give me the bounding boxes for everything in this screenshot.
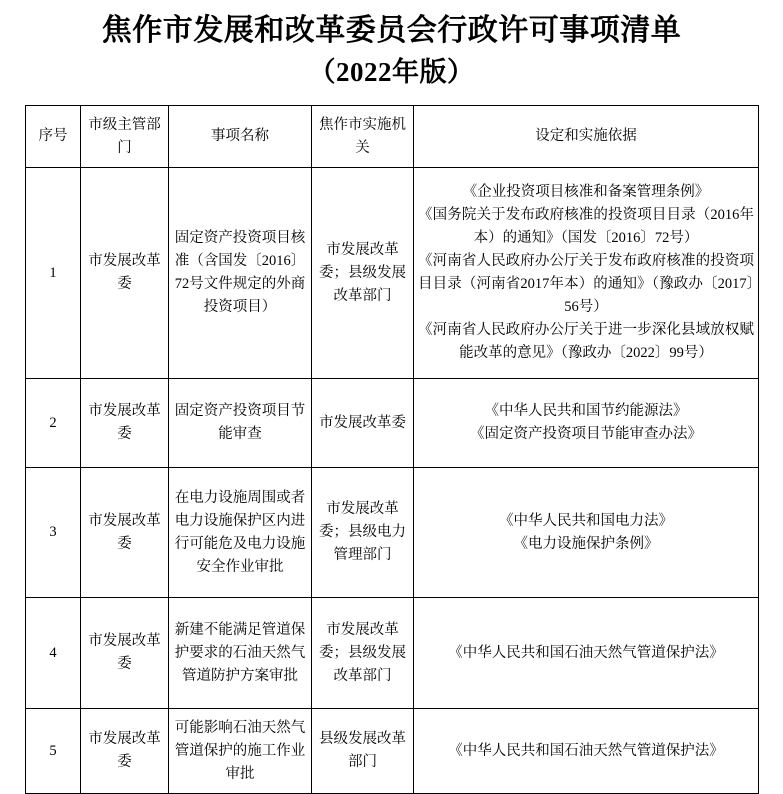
table-row [26, 468, 759, 598]
cell-basis [414, 709, 759, 794]
basis-line: 《中华人民共和国电力法》 [499, 512, 673, 529]
column-header-item: 事项名称 [169, 106, 312, 168]
cell-org: 市发展改革委 [312, 379, 414, 468]
cell-dept: 市发展改革委 [81, 468, 169, 598]
cell-dept: 市发展改革委 [81, 379, 169, 468]
cell-no: 3 [26, 468, 81, 598]
cell-dept: 市发展改革委 [81, 598, 169, 709]
basis-line: 《固定资产投资项目节能审查办法》 [470, 426, 702, 442]
table-row [26, 379, 759, 468]
cell-basis [414, 598, 759, 709]
column-header-basis: 设定和实施依据 [414, 106, 759, 168]
cell-item: 在电力设施周围或者电力设施保护区内进行可能危及电力设施安全作业审批 [169, 468, 312, 598]
table-header-row [26, 106, 759, 168]
column-header-dept: 市级主管部门 [81, 106, 169, 168]
permit-items-table-wrap [25, 105, 758, 794]
cell-no: 5 [26, 709, 81, 794]
basis-line: 《中华人民共和国石油天然气管道保护法》 [448, 742, 724, 759]
cell-dept: 市发展改革委 [81, 709, 169, 794]
cell-org: 市发展改革委；县级电力管理部门 [312, 468, 414, 598]
basis-line: 《中华人民共和国石油天然气管道保护法》 [448, 644, 724, 661]
basis-line: 《电力设施保护条例》 [513, 535, 659, 552]
cell-item: 可能影响石油天然气管道保护的施工作业审批 [169, 709, 312, 794]
cell-org: 市发展改革委；县级发展改革部门 [312, 598, 414, 709]
table-row [26, 709, 759, 794]
column-header-org: 焦作市实施机关 [312, 106, 414, 168]
column-header-no: 序号 [26, 106, 81, 168]
cell-no: 2 [26, 379, 81, 468]
page-subtitle: （2022年版） [308, 57, 475, 87]
table-body [26, 168, 759, 794]
table-header [26, 106, 759, 168]
permit-items-table [25, 105, 759, 794]
table-row [26, 598, 759, 709]
cell-basis [414, 168, 759, 379]
basis-line: 《河南省人民政府办公厅关于发布政府核准的投资项目目录（河南省2017年本）的通知》（豫政办〔2017〕56号） [418, 253, 754, 315]
cell-item: 固定资产投资项目核准（含国发〔2016〕72号文件规定的外商投资项目） [169, 168, 312, 379]
basis-line: 《中华人民共和国节约能源法》 [484, 403, 688, 419]
table-row [26, 168, 759, 379]
basis-line: 《河南省人民政府办公厅关于进一步深化县域放权赋能改革的意见》（豫政办〔2022〕99号） [418, 322, 754, 361]
cell-basis [414, 468, 759, 598]
basis-line: 《企业投资项目核准和备案管理条例》 [462, 184, 710, 200]
cell-basis [414, 379, 759, 468]
basis-line: 《国务院关于发布政府核准的投资项目目录（2016年本）的通知》（国发〔2016〕72号） [418, 207, 754, 246]
cell-org: 县级发展改革部门 [312, 709, 414, 794]
cell-no: 1 [26, 168, 81, 379]
cell-org: 市发展改革委；县级发展改革部门 [312, 168, 414, 379]
cell-item: 固定资产投资项目节能审查 [169, 379, 312, 468]
title-block [0, 0, 783, 92]
page-title: 焦作市发展和改革委员会行政许可事项清单 [101, 14, 682, 47]
cell-no: 4 [26, 598, 81, 709]
cell-dept: 市发展改革委 [81, 168, 169, 379]
cell-item: 新建不能满足管道保护要求的石油天然气管道防护方案审批 [169, 598, 312, 709]
